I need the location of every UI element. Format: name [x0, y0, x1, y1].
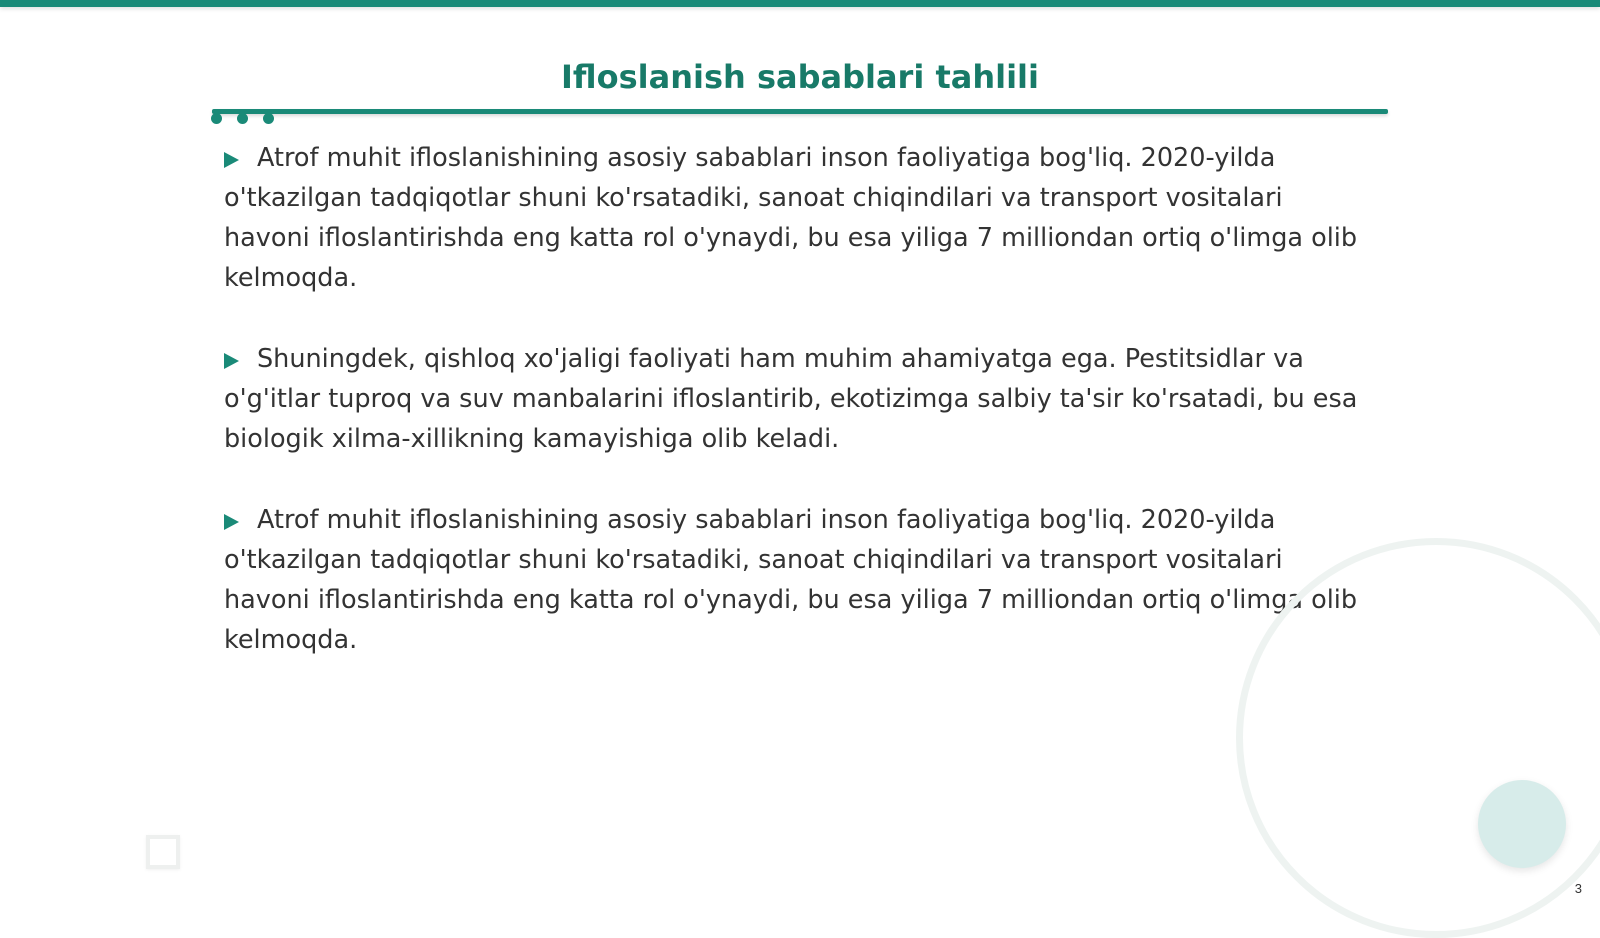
decorative-circle: [1478, 780, 1566, 868]
decorative-square: [146, 835, 180, 869]
decorative-dot: [263, 113, 274, 124]
bullet-paragraph: [224, 138, 1374, 298]
top-accent-bar: [0, 0, 1600, 7]
title-underline: [212, 109, 1388, 114]
decorative-dot: [211, 113, 222, 124]
bullet-paragraph: [224, 500, 1374, 660]
triangle-bullet-icon: [224, 353, 239, 369]
decorative-dot: [237, 113, 248, 124]
bullet-list: [224, 138, 1374, 701]
bullet-text: Atrof muhit ifloslanishining asosiy sabablari inson faoliyatiga bog'liq. 2020-yilda o'tkazilgan tadqiqotlar shuni ko'rsatadiki, sanoat chiqindilari va transport vositalari havoni ifloslantirishda eng katta rol o'ynaydi, bu esa yiliga 7 milliondan ortiq o'limga olib kelmoqda.: [224, 143, 1358, 293]
triangle-bullet-icon: [224, 514, 239, 530]
page-number: 3: [1574, 881, 1582, 896]
bullet-text: Shuningdek, qishloq xo'jaligi faoliyati ham muhim ahamiyatga ega. Pestitsidlar va o'g'itlar tuproq va suv manbalarini ifloslantirib, ekotizimga salbiy ta'sir ko'rsatadi, bu esa biologik xilma-xillikning kamayishiga olib keladi.: [224, 344, 1358, 454]
bullet-text: Atrof muhit ifloslanishining asosiy sabablari inson faoliyatiga bog'liq. 2020-yilda o'tkazilgan tadqiqotlar shuni ko'rsatadiki, sanoat chiqindilari va transport vositalari havoni ifloslantirishda eng katta rol o'ynaydi, bu esa yiliga 7 milliondan ortiq o'limga olib kelmoqda.: [224, 505, 1358, 655]
triangle-bullet-icon: [224, 152, 239, 168]
bullet-paragraph: [224, 339, 1374, 459]
slide-title: Ifloslanish sabablari tahlili: [561, 58, 1039, 96]
